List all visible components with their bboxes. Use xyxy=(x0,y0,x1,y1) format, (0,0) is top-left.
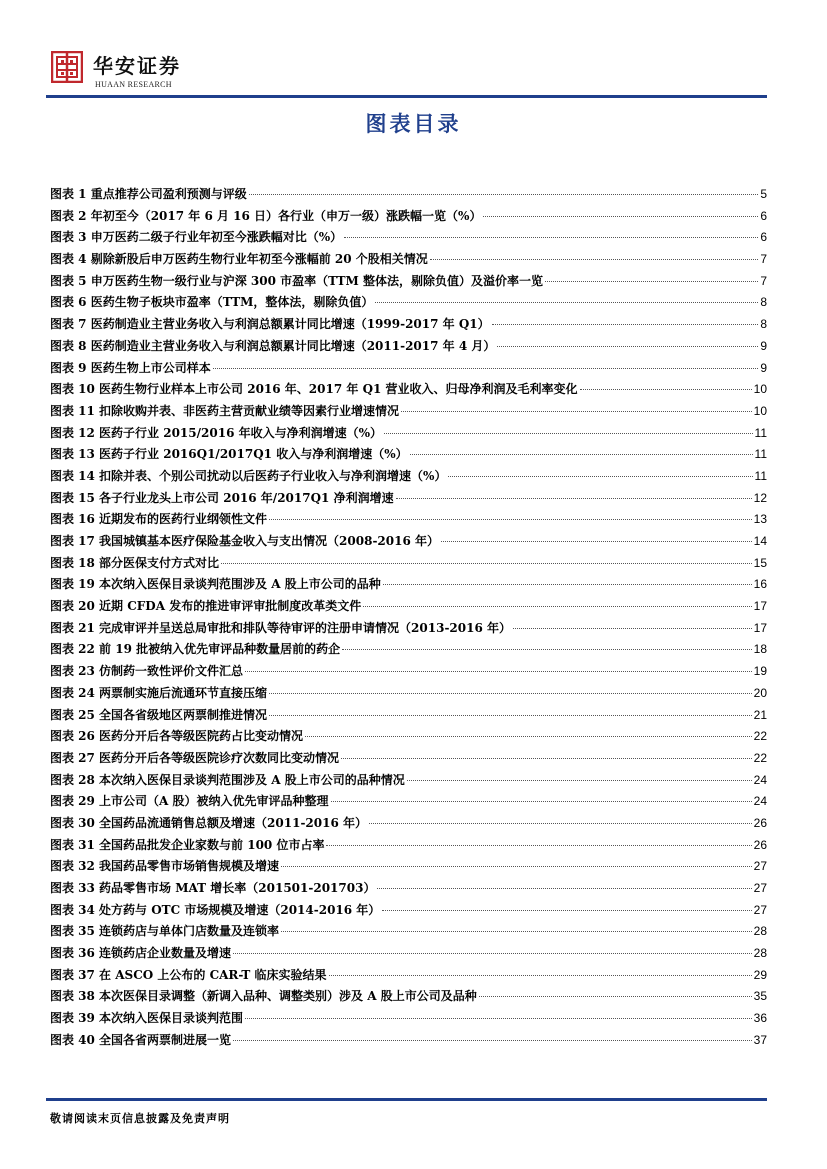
toc-entry[interactable] xyxy=(50,619,767,641)
toc-entry-page-number: 21 xyxy=(753,707,767,722)
page-title: 图表目录 xyxy=(365,111,462,136)
toc-leader-dots xyxy=(545,281,758,282)
toc-entry[interactable] xyxy=(50,814,767,836)
toc-leader-dots xyxy=(377,888,751,889)
toc-entry-label: 图表 9 医药生物上市公司样本 xyxy=(50,360,211,375)
toc-entry-label: 图表 37 在 ASCO 上公布的 CAR-T 临床实验结果 xyxy=(50,967,327,982)
toc-leader-dots xyxy=(497,346,758,347)
toc-entry-page-number: 10 xyxy=(753,403,767,418)
toc-entry-page-number: 6 xyxy=(760,208,767,223)
toc-leader-dots xyxy=(479,996,752,997)
toc-entry-page-number: 20 xyxy=(753,685,767,700)
page-header xyxy=(0,0,827,100)
toc-entry[interactable] xyxy=(50,966,767,988)
toc-entry-label: 图表 5 申万医药生物一级行业与沪深 300 市盈率（TTM 整体法，剔除负值）及溢价率一览 xyxy=(50,273,544,288)
toc-leader-dots xyxy=(492,324,759,325)
toc-entry-label: 图表 30 全国药品流通销售总额及增速（2011-2016 年） xyxy=(50,815,368,830)
toc-leader-dots xyxy=(363,606,751,607)
toc-entry-page-number: 13 xyxy=(753,512,767,527)
footer-disclaimer: 敬请阅读末页信息披露及免责声明 xyxy=(50,1112,230,1125)
toc-entry[interactable] xyxy=(50,489,767,511)
toc-entry-label: 图表 12 医药子行业 2015/2016 年收入与净利润增速（%） xyxy=(50,425,382,440)
toc-entry-page-number: 28 xyxy=(753,924,767,939)
toc-entry-page-number: 26 xyxy=(753,815,767,830)
toc-entry-label: 图表 25 全国各省级地区两票制推进情况 xyxy=(50,707,268,722)
toc-entry[interactable] xyxy=(50,272,767,294)
toc-entry-label: 图表 23 仿制药一致性评价文件汇总 xyxy=(50,664,244,679)
toc-entry[interactable] xyxy=(50,792,767,814)
toc-entry[interactable] xyxy=(50,293,767,315)
toc-entry-label: 图表 4 剔除新股后申万医药生物行业年初至今涨幅前 20 个股相关情况 xyxy=(50,252,428,267)
toc-entry[interactable] xyxy=(50,771,767,793)
toc-entry[interactable] xyxy=(50,380,767,402)
toc-entry-label: 图表 33 药品零售市场 MAT 增长率（201501-201703） xyxy=(50,881,376,895)
toc-entry[interactable] xyxy=(50,1031,767,1053)
toc-leader-dots xyxy=(483,216,758,217)
toc-leader-dots xyxy=(305,736,752,737)
toc-entry-page-number: 24 xyxy=(753,772,767,787)
toc-entry-label: 图表 20 近期 CFDA 发布的推进审评审批制度改革类文件 xyxy=(50,599,362,614)
toc-entry[interactable] xyxy=(50,597,767,619)
toc-entry-label: 图表 28 本次纳入医保目录谈判范围涉及 A 股上市公司的品种情况 xyxy=(50,772,405,787)
toc-entry[interactable] xyxy=(50,857,767,879)
toc-entry[interactable] xyxy=(50,901,767,923)
toc-entry[interactable] xyxy=(50,228,767,250)
toc-entry-label: 图表 39 本次纳入医保目录谈判范围 xyxy=(50,1011,244,1026)
toc-leader-dots xyxy=(233,953,752,954)
toc-entry-label: 图表 40 全国各省两票制进展一览 xyxy=(50,1032,232,1047)
toc-leader-dots xyxy=(430,259,759,260)
toc-entry-page-number: 12 xyxy=(753,490,767,505)
toc-entry[interactable] xyxy=(50,315,767,337)
toc-entry-page-number: 29 xyxy=(753,967,767,982)
toc-entry[interactable] xyxy=(50,185,767,207)
toc-entry-page-number: 8 xyxy=(760,317,767,332)
toc-entry[interactable] xyxy=(50,207,767,229)
toc-entry-label: 图表 14 扣除并表、个别公司扰动以后医药子行业收入与净利润增速（%） xyxy=(50,468,447,483)
toc-entry[interactable] xyxy=(50,575,767,597)
toc-entry-label: 图表 8 医药制造业主营业务收入与利润总额累计同比增速（2011-2017 年 4 月） xyxy=(50,338,496,353)
toc-leader-dots xyxy=(245,671,752,672)
header-divider xyxy=(46,95,767,98)
toc-leader-dots xyxy=(233,1040,752,1041)
toc-entry[interactable] xyxy=(50,987,767,1009)
toc-entry-label: 图表 19 本次纳入医保目录谈判范围涉及 A 股上市公司的品种 xyxy=(50,577,381,592)
toc-leader-dots xyxy=(281,931,752,932)
toc-entry-page-number: 5 xyxy=(760,187,767,201)
toc-entry[interactable] xyxy=(50,706,767,728)
footer-divider xyxy=(46,1098,767,1101)
toc-entry-label: 图表 16 近期发布的医药行业纲领性文件 xyxy=(50,512,268,527)
toc-entry-page-number: 19 xyxy=(753,664,767,679)
toc-entry-label: 图表 26 医药分开后各等级医院药占比变动情况 xyxy=(50,729,304,744)
toc-entry-label: 图表 32 我国药品零售市场销售规模及增速 xyxy=(50,859,280,874)
toc-leader-dots xyxy=(369,823,752,824)
toc-entry-page-number: 16 xyxy=(753,577,767,592)
toc-leader-dots xyxy=(331,801,752,802)
toc-leader-dots xyxy=(384,433,753,434)
toc-entry-label: 图表 22 前 19 批被纳入优先审评品种数量居前的药企 xyxy=(50,642,341,657)
toc-entry-page-number: 27 xyxy=(753,902,767,917)
toc-entry-page-number: 18 xyxy=(753,642,767,657)
toc-entry-page-number: 15 xyxy=(753,555,767,570)
toc-entry-page-number: 35 xyxy=(753,989,767,1004)
toc-leader-dots xyxy=(269,519,752,520)
toc-entry-label: 图表 36 连锁药店企业数量及增速 xyxy=(50,946,232,961)
toc-entry[interactable] xyxy=(50,836,767,858)
toc-entry[interactable] xyxy=(50,727,767,749)
toc-entry[interactable] xyxy=(50,684,767,706)
toc-entry-page-number: 14 xyxy=(753,534,767,548)
toc-entry-page-number: 24 xyxy=(753,794,767,809)
toc-entry[interactable] xyxy=(50,359,767,381)
toc-entry-label: 图表 7 医药制造业主营业务收入与利润总额累计同比增速（1999-2017 年 Q1） xyxy=(50,317,490,332)
toc-leader-dots xyxy=(396,498,752,499)
toc-entry[interactable] xyxy=(50,424,767,446)
brand-name-cn: 华安证券 xyxy=(93,54,181,78)
toc-leader-dots xyxy=(448,476,752,477)
toc-leader-dots xyxy=(382,910,751,911)
toc-leader-dots xyxy=(221,563,752,564)
toc-entry-label: 图表 38 本次医保目录调整（新调入品种、调整类别）涉及 A 股上市公司及品种 xyxy=(50,989,477,1004)
toc-entry[interactable] xyxy=(50,749,767,771)
toc-entry-label: 图表 1 重点推荐公司盈利预测与评级 xyxy=(50,187,247,201)
toc-entry[interactable] xyxy=(50,554,767,576)
toc-leader-dots xyxy=(326,845,751,846)
toc-entry-label: 图表 13 医药子行业 2016Q1/2017Q1 收入与净利润增速（%） xyxy=(50,447,408,462)
toc-entry-label: 图表 27 医药分开后各等级医院诊疗次数同比变动情况 xyxy=(50,750,340,765)
toc-entry[interactable] xyxy=(50,467,767,489)
toc-entry-label: 图表 2 年初至今（2017 年 6 月 16 日）各行业（申万一级）涨跌幅一览（%） xyxy=(50,208,482,223)
toc-entry[interactable] xyxy=(50,532,767,554)
toc-leader-dots xyxy=(513,628,752,629)
toc-leader-dots xyxy=(329,975,752,976)
toc-entry-label: 图表 34 处方药与 OTC 市场规模及增速（2014-2016 年） xyxy=(50,902,381,917)
brand-name-en: HUAAN RESEARCH xyxy=(95,80,172,89)
toc-leader-dots xyxy=(269,693,752,694)
toc-entry-label: 图表 31 全国药品批发企业家数与前 100 位市占率 xyxy=(50,837,325,852)
toc-entry[interactable] xyxy=(50,1009,767,1031)
toc-entry-label: 图表 24 两票制实施后流通环节直接压缩 xyxy=(50,685,268,700)
toc-entry[interactable] xyxy=(50,445,767,467)
toc-entry-page-number: 11 xyxy=(754,447,767,462)
toc-entry-page-number: 22 xyxy=(753,750,767,765)
toc-entry[interactable] xyxy=(50,510,767,532)
toc-leader-dots xyxy=(383,584,752,585)
toc-leader-dots xyxy=(344,237,758,238)
toc-entry-label: 图表 11 扣除收购并表、非医药主营贡献业绩等因素行业增速情况 xyxy=(50,403,400,418)
toc-entry-page-number: 9 xyxy=(760,338,767,353)
toc-entry[interactable] xyxy=(50,250,767,272)
toc-entry[interactable] xyxy=(50,640,767,662)
toc-leader-dots xyxy=(281,866,752,867)
toc-leader-dots xyxy=(441,541,752,542)
toc-entry-page-number: 7 xyxy=(760,252,767,267)
toc-leader-dots xyxy=(269,715,752,716)
toc-entry-page-number: 9 xyxy=(760,360,767,375)
toc-entry-page-number: 8 xyxy=(760,295,767,310)
huaan-logo-icon xyxy=(51,51,83,83)
toc-leader-dots xyxy=(245,1018,752,1019)
toc-entry[interactable] xyxy=(50,402,767,424)
toc-leader-dots xyxy=(410,454,753,455)
toc-entry-label: 图表 6 医药生物子板块市盈率（TTM，整体法，剔除负值） xyxy=(50,295,374,310)
toc-entry-page-number: 26 xyxy=(753,837,767,852)
toc-entry[interactable] xyxy=(50,662,767,684)
toc-entry-label: 图表 18 部分医保支付方式对比 xyxy=(50,555,220,570)
toc-entry[interactable] xyxy=(50,922,767,944)
toc-entry-page-number: 7 xyxy=(760,273,767,288)
toc-entry-label: 图表 17 我国城镇基本医疗保险基金收入与支出情况（2008-2016 年） xyxy=(50,534,440,548)
toc-entry-page-number: 17 xyxy=(753,599,767,614)
toc-entry-page-number: 27 xyxy=(753,881,767,895)
toc-entry-page-number: 36 xyxy=(753,1011,767,1026)
toc-entry-page-number: 27 xyxy=(753,859,767,874)
toc-leader-dots xyxy=(341,758,752,759)
toc-entry-page-number: 37 xyxy=(753,1032,767,1047)
toc-entry-label: 图表 3 申万医药二级子行业年初至今涨跌幅对比（%） xyxy=(50,230,343,245)
figure-index-list xyxy=(50,185,767,1053)
toc-entry-page-number: 11 xyxy=(754,468,767,483)
toc-leader-dots xyxy=(407,780,752,781)
toc-leader-dots xyxy=(249,194,759,195)
toc-entry-label: 图表 29 上市公司（A 股）被纳入优先审评品种整理 xyxy=(50,794,329,809)
toc-leader-dots xyxy=(213,368,759,369)
toc-leader-dots xyxy=(401,411,752,412)
toc-leader-dots xyxy=(375,302,758,303)
toc-entry[interactable] xyxy=(50,879,767,901)
toc-entry-label: 图表 35 连锁药店与单体门店数量及连锁率 xyxy=(50,924,280,939)
toc-entry-page-number: 28 xyxy=(753,946,767,961)
toc-entry-page-number: 22 xyxy=(753,729,767,744)
toc-entry-label: 图表 21 完成审评并呈送总局审批和排队等待审评的注册申请情况（2013-2016 年） xyxy=(50,620,512,635)
toc-entry-label: 图表 15 各子行业龙头上市公司 2016 年/2017Q1 净利润增速 xyxy=(50,490,394,505)
toc-entry-page-number: 10 xyxy=(753,382,767,397)
toc-entry-page-number: 6 xyxy=(760,230,767,245)
toc-entry[interactable] xyxy=(50,944,767,966)
toc-leader-dots xyxy=(342,649,752,650)
toc-entry-page-number: 17 xyxy=(753,620,767,635)
toc-entry-label: 图表 10 医药生物行业样本上市公司 2016 年、2017 年 Q1 营业收入、归母净利润及毛利率变化 xyxy=(50,382,578,397)
toc-leader-dots xyxy=(580,389,752,390)
toc-entry-page-number: 11 xyxy=(754,425,767,440)
toc-entry[interactable] xyxy=(50,337,767,359)
